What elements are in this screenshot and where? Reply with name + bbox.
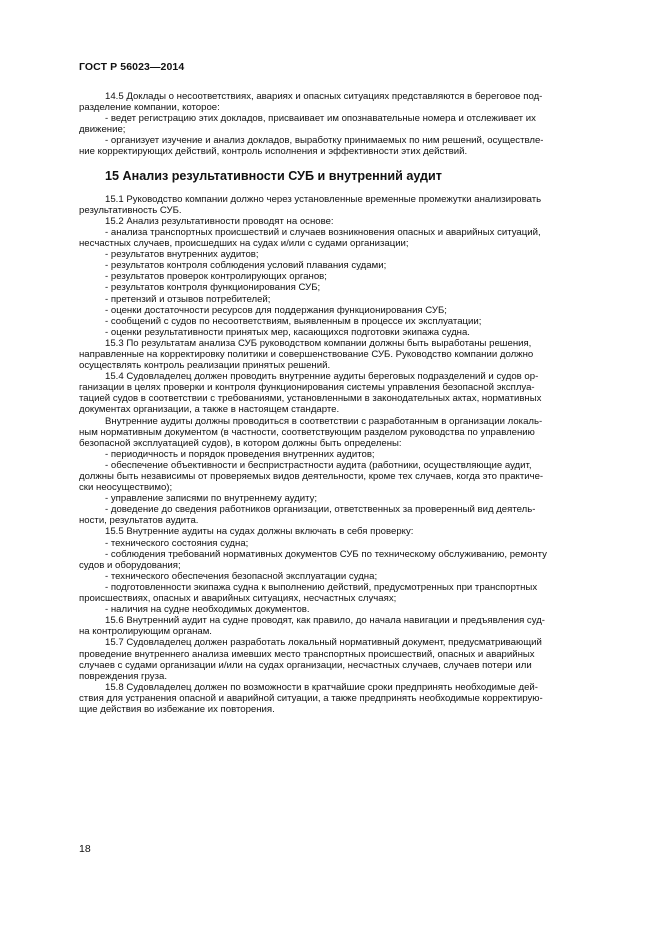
paragraph: 15.2 Анализ результативности проводят на основе: xyxy=(105,215,334,227)
paragraph: 15.3 По результатам анализа СУБ руководством компании должны быть выработаны решения, направленные на корректировку политики и совершенствование СУБ. Руководство компании должно осуществлять контроль реализации принятых решений. xyxy=(79,337,534,372)
section-heading: 15 Анализ результативности СУБ и внутренний аудит xyxy=(105,168,442,183)
list-item: - технического обеспечения безопасной эксплуатации судна; xyxy=(105,570,378,582)
list-item: - сообщений с судов по несоответствиям, выявленным в процессе их эксплуатации; xyxy=(105,315,482,327)
list-item: - результатов контроля соблюдения условий плавания судами; xyxy=(105,260,387,272)
list-item: - оценки результативности принятых мер, касающихся подготовки экипажа судна. xyxy=(105,326,470,338)
paragraph: Внутренние аудиты должны проводиться в соответствии с разработанным в организации локаль- ным нормативным документом (в частности, соответствующим разделом руководства по управлению безопасной эксплуатацией судов), в котором должны быть определены: xyxy=(79,415,543,449)
list-item: - периодичность и порядок проведения внутренних аудитов; xyxy=(105,448,375,460)
paragraph: 15.8 Судовладелец должен по возможности в кратчайшие сроки предпринять необходимые дей- ствия для устранения опасной и аварийной ситуации, а также предпринять необходимые корректирую- щие действия во избежание их повторения. xyxy=(79,681,543,715)
list-item: - оценки достаточности ресурсов для поддержания функционирования СУБ; xyxy=(105,304,447,316)
paragraph: 15.5 Внутренние аудиты на судах должны включать в себя проверку: xyxy=(105,526,414,538)
page-number: 18 xyxy=(79,843,91,855)
paragraph: 15.1 Руководство компании должно через установленные временные промежутки анализировать результативность СУБ. xyxy=(79,193,542,216)
list-item: - доведение до сведения работников организации, ответственных за проверенный вид деятель- ности, результатов аудита. xyxy=(79,504,536,527)
list-item: - претензий и отзывов потребителей; xyxy=(105,293,271,305)
paragraph: 15.4 Судовладелец должен проводить внутренние аудиты береговых подразделений и судов ор- ганизации в целях проверки и контроля функционирования системы управления безопасной эксплуа- тацией судов в соответствии с требованиями, установленными в законодательных актах, нормативных документах организации, а также в настоящем стандарте. xyxy=(79,371,542,416)
list-item: - результатов проверок контролирующих органов; xyxy=(105,271,327,283)
list-item: - ведет регистрацию этих докладов, присваивает им опознавательные номера и отслеживает их движение; xyxy=(79,113,536,136)
list-item: - организует изучение и анализ докладов, выработку принимаемых по ним решений, осуществле- ние корректирующих действий, контроль исполнения и эффективности этих действий. xyxy=(79,135,544,158)
list-item: - подготовленности экипажа судна к выполнению действий, предусмотренных при транспортных происшествиях, опасных и аварийных ситуациях, несчастных случаях; xyxy=(79,581,538,605)
list-item: - результатов контроля функционирования СУБ; xyxy=(105,282,321,294)
list-item: - технического состояния судна; xyxy=(105,537,249,549)
document-code-header: ГОСТ Р 56023—2014 xyxy=(79,61,185,73)
document-body xyxy=(79,91,614,715)
list-item: - результатов внутренних аудитов; xyxy=(105,249,259,261)
list-item: - управление записями по внутреннему аудиту; xyxy=(105,493,318,505)
paragraph: 15.6 Внутренний аудит на судне проводят, как правило, до начала навигации и предъявления суд- на контролирующим органам. xyxy=(79,615,546,638)
paragraph: 15.7 Судовладелец должен разработать локальный нормативный документ, предусматривающий проведение внутреннего анализа имевших место транспортных происшествий, опасных и аварийных случаев с судами организации и/или на судах организации, несчастных случаев, случаев потери или повреждения груза. xyxy=(79,637,542,682)
list-item: - соблюдения требований нормативных документов СУБ по техническому обслуживанию, ремонту судов и оборудования; xyxy=(79,548,547,571)
list-item: - наличия на судне необходимых документов. xyxy=(105,604,310,616)
list-item: - анализа транспортных происшествий и случаев возникновения опасных и аварийных ситуаций, несчастных случаев, происшедших на судах и/или с судами организации; xyxy=(79,226,541,250)
paragraph-14-5: 14.5 Доклады о несоответствиях, авариях и опасных ситуациях представляются в береговое под- разделение компании, которое: xyxy=(79,91,543,114)
list-item: - обеспечение объективности и беспристрастности аудита (работники, осуществляющие аудит, должны быть независимы от проверяемых видов деятельности, кроме тех случаев, когда это практиче- ски неосуществимо); xyxy=(79,459,544,494)
